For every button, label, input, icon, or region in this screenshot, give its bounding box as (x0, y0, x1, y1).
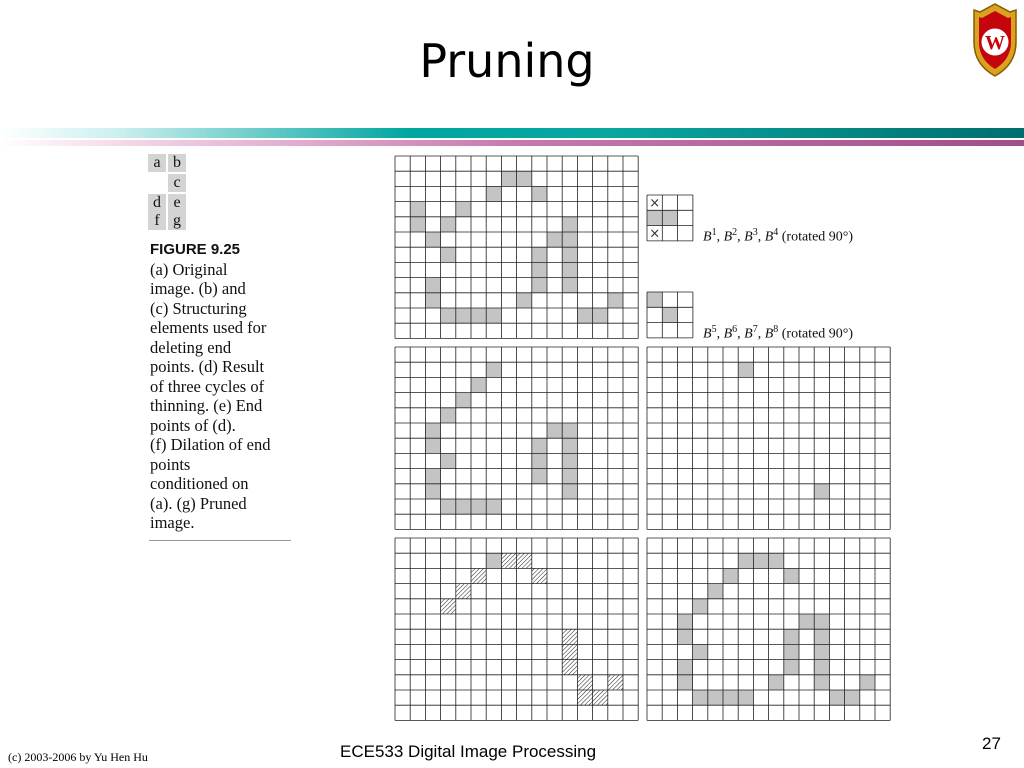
grid-a-original-image (395, 156, 639, 340)
panel-label-e: e (168, 194, 186, 212)
dont-care-mark: × (649, 226, 661, 242)
caption-line: (f) Dilation of end (150, 435, 271, 454)
filled-pixel (723, 568, 738, 583)
filled-pixel (441, 247, 456, 262)
caption-line: points. (d) Result (150, 357, 265, 376)
hatched-pixel (532, 568, 547, 583)
caption-line: deleting end (150, 337, 232, 357)
filled-pixel (753, 553, 768, 568)
caption-line: of three cycles of (150, 376, 265, 396)
se-sup: 1 (711, 227, 717, 238)
se-label-b1-b4: $B^1$, $B^2$, $B^3$, $B^4$ (rotated 90°) (703, 227, 854, 245)
filled-pixel (738, 362, 753, 377)
filled-pixel (860, 675, 875, 690)
hatched-pixel (562, 629, 577, 644)
filled-pixel (486, 499, 501, 514)
filled-pixel (532, 278, 547, 293)
filled-pixel (662, 210, 677, 225)
filled-pixel (723, 690, 738, 705)
se-sup: 3 (752, 227, 758, 238)
se-symbol: B (703, 326, 712, 342)
filled-pixel (456, 393, 471, 408)
filled-pixel (471, 499, 486, 514)
filled-pixel (456, 499, 471, 514)
filled-pixel (677, 660, 692, 675)
filled-pixel (532, 262, 547, 277)
filled-pixel (784, 629, 799, 644)
filled-pixel (410, 202, 425, 217)
filled-pixel (769, 553, 784, 568)
filled-pixel (677, 629, 692, 644)
filled-pixel (486, 308, 501, 323)
filled-pixel (501, 171, 516, 186)
filled-pixel (814, 675, 829, 690)
grid-c-structuring-elements (647, 292, 694, 339)
filled-pixel (486, 553, 501, 568)
filled-pixel (577, 308, 592, 323)
filled-pixel (562, 247, 577, 262)
grid-d-thinning-result (395, 347, 639, 531)
figure-caption (150, 240, 300, 533)
header-teal-bar (0, 128, 1024, 138)
filled-pixel (738, 553, 753, 568)
filled-pixel (647, 210, 662, 225)
filled-pixel (693, 690, 708, 705)
filled-pixel (547, 423, 562, 438)
dont-care-mark: × (649, 195, 661, 211)
filled-pixel (532, 469, 547, 484)
filled-pixel (562, 453, 577, 468)
caption-heading: FIGURE 9.25 (150, 241, 241, 258)
filled-pixel (814, 660, 829, 675)
filled-pixel (829, 690, 844, 705)
filled-pixel (593, 308, 608, 323)
filled-pixel (425, 438, 440, 453)
filled-pixel (410, 217, 425, 232)
se-symbol: B (764, 229, 774, 245)
se-suffix: (rotated 90°) (781, 326, 854, 342)
filled-pixel (547, 232, 562, 247)
filled-pixel (738, 690, 753, 705)
grid-b-structuring-elements (647, 195, 694, 242)
hatched-pixel (471, 568, 486, 583)
se-symbol: B (723, 229, 733, 245)
filled-pixel (769, 675, 784, 690)
se-sup: 2 (732, 227, 738, 238)
filled-pixel (562, 232, 577, 247)
hatched-pixel (501, 553, 516, 568)
hatched-pixel (517, 553, 532, 568)
caption-line: points of (d). (150, 415, 236, 435)
filled-pixel (814, 644, 829, 659)
panel-label-g: g (168, 212, 186, 230)
figure-panel-labels (148, 154, 188, 232)
se-sup: 7 (752, 324, 758, 335)
filled-pixel (647, 292, 662, 307)
caption-line: (a) Original (150, 259, 228, 279)
header-pink-bar (0, 140, 1024, 146)
filled-pixel (814, 614, 829, 629)
filled-pixel (708, 584, 723, 599)
filled-pixel (693, 599, 708, 614)
se-sup: 5 (711, 324, 717, 335)
filled-pixel (562, 484, 577, 499)
se-symbol: B (723, 326, 733, 342)
filled-pixel (814, 629, 829, 644)
filled-pixel (517, 171, 532, 186)
panel-label-f: f (148, 212, 166, 230)
se-label-b5-b8: $B^5$, $B^6$, $B^7$, $B^8$ (rotated 90°) (703, 324, 854, 342)
filled-pixel (799, 614, 814, 629)
filled-pixel (425, 423, 440, 438)
filled-pixel (562, 469, 577, 484)
filled-pixel (562, 438, 577, 453)
filled-pixel (532, 247, 547, 262)
filled-pixel (814, 484, 829, 499)
filled-pixel (562, 262, 577, 277)
hatched-pixel (608, 675, 623, 690)
filled-pixel (486, 362, 501, 377)
filled-pixel (562, 423, 577, 438)
filled-pixel (532, 186, 547, 201)
se-suffix: (rotated 90°) (781, 229, 854, 245)
filled-pixel (845, 690, 860, 705)
filled-pixel (425, 469, 440, 484)
caption-line: points (150, 454, 191, 474)
se-sup: 4 (773, 227, 779, 238)
filled-pixel (441, 217, 456, 232)
filled-pixel (471, 308, 486, 323)
filled-pixel (425, 484, 440, 499)
uw-crest-icon (970, 2, 1020, 83)
filled-pixel (456, 202, 471, 217)
caption-line: thinning. (e) End (150, 396, 263, 415)
filled-pixel (784, 568, 799, 583)
filled-pixel (425, 293, 440, 308)
filled-pixel (441, 499, 456, 514)
panel-label-c: c (168, 174, 186, 192)
caption-rule (149, 540, 291, 541)
filled-pixel (486, 186, 501, 201)
caption-line: elements used for (150, 318, 267, 337)
filled-pixel (784, 644, 799, 659)
filled-pixel (441, 453, 456, 468)
panel-label-b: b (168, 154, 186, 172)
caption-line: image. (b) and (150, 279, 246, 298)
se-sup: 8 (773, 324, 779, 335)
caption-line: (a). (g) Pruned (150, 493, 247, 513)
filled-pixel (517, 293, 532, 308)
hatched-pixel (577, 690, 592, 705)
se-symbol: B (703, 229, 712, 245)
filled-pixel (441, 408, 456, 423)
hatched-pixel (456, 584, 471, 599)
hatched-pixel (441, 599, 456, 614)
hatched-pixel (593, 690, 608, 705)
filled-pixel (456, 308, 471, 323)
grid-f-dilation (395, 538, 639, 722)
footer-course-title: ECE533 Digital Image Processing (340, 742, 597, 761)
slide-title: Pruning (419, 34, 595, 88)
filled-pixel (532, 453, 547, 468)
grid-g-pruned-image (647, 538, 891, 722)
filled-pixel (677, 614, 692, 629)
panel-label-a: a (148, 154, 166, 172)
filled-pixel (784, 660, 799, 675)
caption-line: (c) Structuring (150, 298, 247, 318)
se-sup: 6 (732, 324, 738, 335)
filled-pixel (608, 293, 623, 308)
filled-pixel (662, 307, 677, 322)
se-symbol: B (744, 326, 753, 342)
panel-label-d: d (148, 194, 166, 212)
hatched-pixel (562, 644, 577, 659)
filled-pixel (471, 377, 486, 392)
filled-pixel (562, 278, 577, 293)
filled-pixel (532, 438, 547, 453)
filled-pixel (562, 217, 577, 232)
grid-e-end-points (647, 347, 891, 531)
filled-pixel (425, 232, 440, 247)
filled-pixel (693, 644, 708, 659)
caption-line: conditioned on (150, 474, 249, 493)
footer-copyright: (c) 2003-2006 by Yu Hen Hu (8, 750, 148, 764)
page-number: 27 (982, 734, 1001, 753)
crest-letter: W (985, 32, 1005, 54)
filled-pixel (441, 308, 456, 323)
caption-line: image. (150, 513, 195, 532)
se-symbol: B (744, 229, 753, 245)
se-symbol: B (764, 326, 774, 342)
filled-pixel (425, 278, 440, 293)
filled-pixel (708, 690, 723, 705)
hatched-pixel (562, 660, 577, 675)
hatched-pixel (577, 675, 592, 690)
filled-pixel (677, 675, 692, 690)
